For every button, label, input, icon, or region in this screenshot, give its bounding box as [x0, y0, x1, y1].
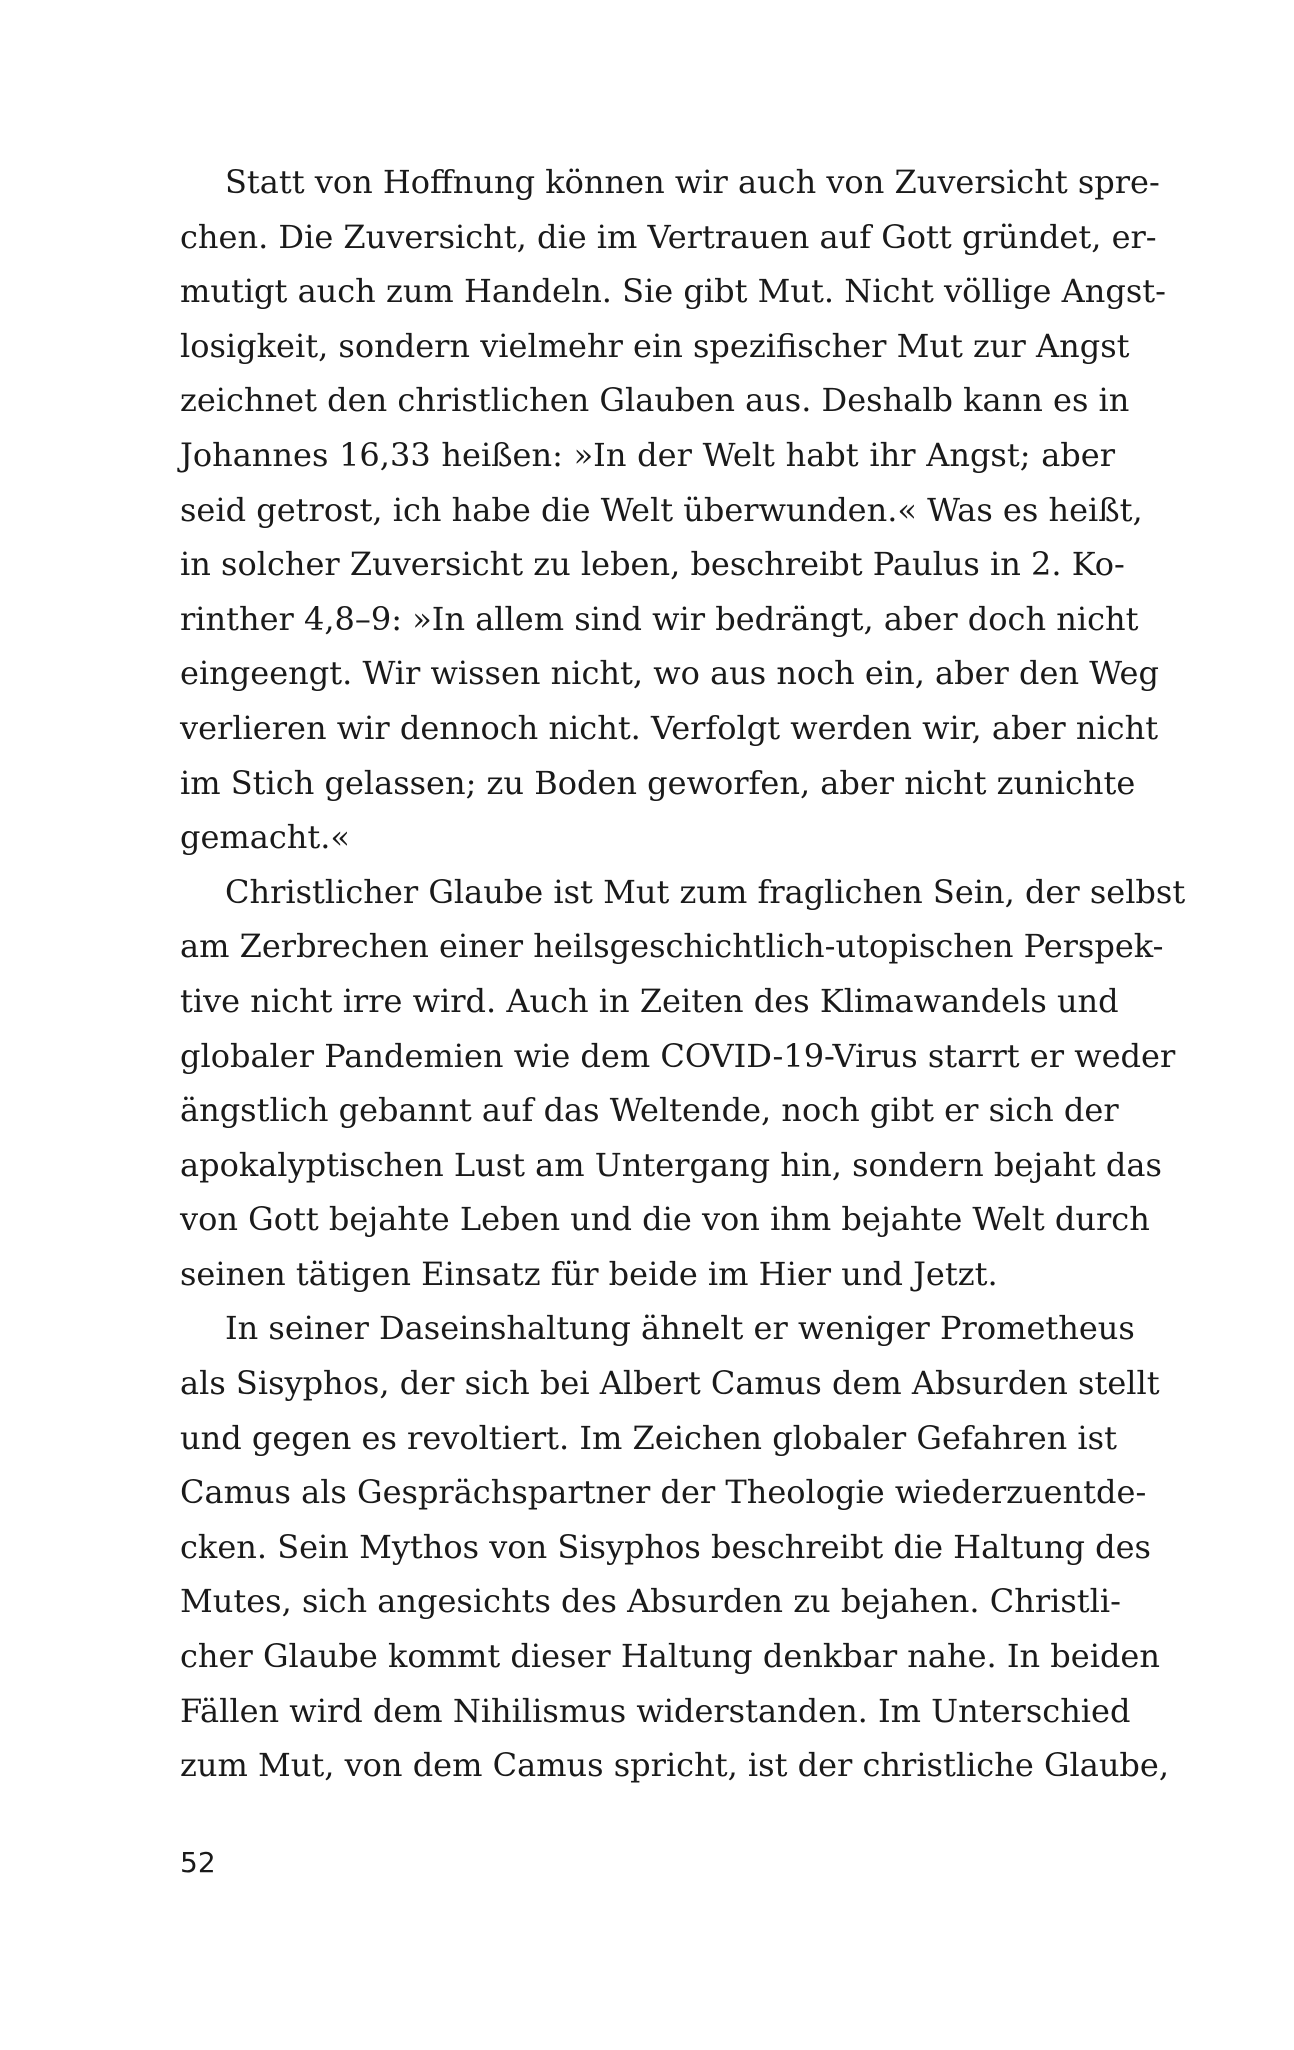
page-body [180, 155, 1186, 1793]
text-line: und gegen es revoltiert. Im Zeichen globaler Gefahren ist [180, 1418, 1117, 1457]
text-line: verlieren wir dennoch nicht. Verfolgt werden wir, aber nicht [180, 708, 1159, 747]
text-line: cken. Sein Mythos von Sisyphos beschreibt die Haltung des [180, 1527, 1151, 1566]
text-line: am Zerbrechen einer heilsgeschichtlich-utopischen Perspek- [180, 927, 1164, 966]
text-line: seid getrost, ich habe die Welt überwunden.« Was es heißt, [180, 490, 1143, 529]
text-line: rinther 4,8–9: »In allem sind wir bedrängt, aber doch nicht [180, 599, 1139, 638]
text-line: eingeengt. Wir wissen nicht, wo aus noch ein, aber den Weg [180, 654, 1159, 693]
text-line: tive nicht irre wird. Auch in Zeiten des Klimawandels und [180, 981, 1119, 1020]
text-line: von Gott bejahte Leben und die von ihm bejahte Welt durch [180, 1200, 1150, 1239]
text-line: im Stich gelassen; zu Boden geworfen, aber nicht zunichte [180, 763, 1136, 802]
text-line: apokalyptischen Lust am Untergang hin, sondern bejaht das [180, 1145, 1162, 1184]
text-line: Mutes, sich angesichts des Absurden zu bejahen. Christli- [180, 1582, 1121, 1621]
text-line: mutigt auch zum Handeln. Sie gibt Mut. Nicht völlige Angst- [180, 272, 1166, 311]
text-line: Camus als Gesprächspartner der Theologie wiederzuentde- [180, 1473, 1147, 1512]
text-line: Statt von Hoffnung können wir auch von Zuversicht spre- [225, 163, 1160, 201]
text-line: Fällen wird dem Nihilismus widerstanden. Im Unterschied [180, 1691, 1131, 1730]
paragraph [180, 1301, 1170, 1792]
text-line: als Sisyphos, der sich bei Albert Camus dem Absurden stellt [180, 1364, 1160, 1403]
text-line: seinen tätigen Einsatz für beide im Hier und Jetzt. [180, 1254, 998, 1293]
paragraph [180, 865, 1186, 1302]
paragraph [180, 155, 1166, 865]
text-line: ängstlich gebannt auf das Weltende, noch gibt er sich der [180, 1091, 1119, 1130]
text-line: in solcher Zuversicht zu leben, beschreibt Paulus in 2. Ko- [180, 545, 1125, 584]
text-line: In seiner Daseinshaltung ähnelt er weniger Prometheus [225, 1309, 1135, 1348]
text-line: gemacht.« [180, 818, 350, 857]
text-line: Christlicher Glaube ist Mut zum fraglichen Sein, der selbst [225, 872, 1186, 911]
text-line: Johannes 16,33 heißen: »In der Welt habt ihr Angst; aber [180, 435, 1115, 474]
page-number: 52 [180, 1846, 216, 1879]
text-line: zum Mut, von dem Camus spricht, ist der christliche Glaube, [180, 1746, 1170, 1785]
text-line: losigkeit, sondern vielmehr ein spezifischer Mut zur Angst [180, 326, 1130, 365]
text-line: chen. Die Zuversicht, die im Vertrauen auf Gott gründet, er- [180, 217, 1157, 256]
text-line: zeichnet den christlichen Glauben aus. Deshalb kann es in [180, 381, 1130, 420]
text-line: globaler Pandemien wie dem COVID-19-Virus starrt er weder [180, 1036, 1176, 1075]
text-line: cher Glaube kommt dieser Haltung denkbar nahe. In beiden [180, 1637, 1160, 1676]
